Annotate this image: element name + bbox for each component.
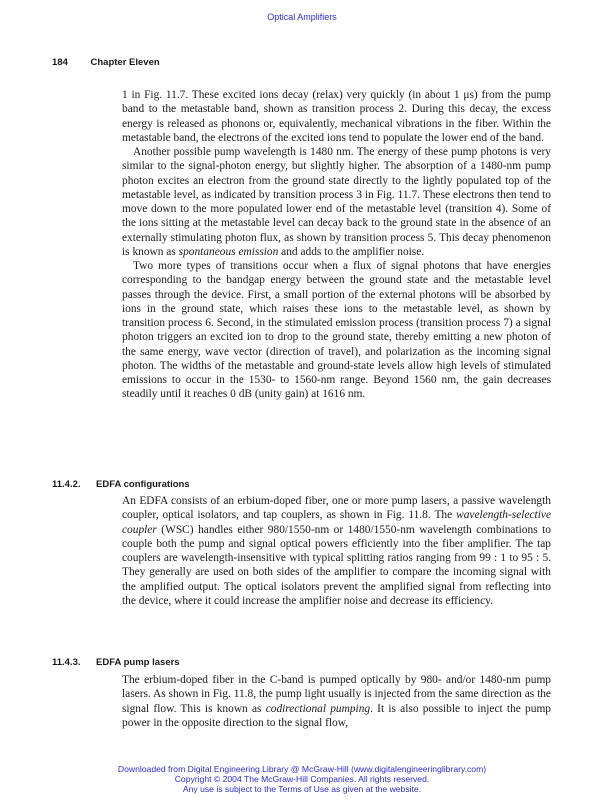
- section-title: EDFA pump lasers: [96, 657, 180, 668]
- section-title: EDFA configurations: [96, 479, 190, 490]
- body-text-block-3: [122, 673, 551, 730]
- body-text-block-2: [122, 494, 551, 608]
- footer: [0, 764, 604, 794]
- site-title: Optical Amplifiers: [267, 12, 337, 22]
- section-heading-edfa-configurations: [52, 479, 190, 490]
- chapter-title: Chapter Eleven: [90, 57, 160, 68]
- paragraph-4: [122, 494, 551, 608]
- section-heading-edfa-pump-lasers: [52, 657, 180, 668]
- footer-copyright: Copyright © 2004 The McGraw-Hill Companies. All rights reserved.: [174, 774, 430, 784]
- paragraph-4-emphasis: wavelength-selective coupler: [122, 509, 551, 536]
- paragraph-5-text-b: . It is also possible to inject the pump power in the opposite direction to the signal flow,: [122, 702, 551, 729]
- footer-terms-link[interactable]: Any use is subject to the Terms of Use as given at the website.: [182, 784, 422, 794]
- section-number: 11.4.2.: [52, 479, 81, 490]
- paragraph-1: 1 in Fig. 11.7. These excited ions decay (relax) very quickly (in about 1 μs) from the pump band to the metastable band, shown as transition process 2. During this decay, the excess energy is released as phonons or, equivalently, mechanical vibrations in the fiber. Within the metastable band, the electrons of the excited ions tend to populate the lower end of the band.: [122, 89, 551, 144]
- paragraph-2-text-a: Another possible pump wavelength is 1480 nm. The energy of these pump photons is very similar to the signal-photon energy, but slightly higher. The absorption of a 1480-nm pump photon excites an electron from the ground state directly to the lightly populated top of the metastable level, as indicated by transition process 3 in Fig. 11.7. These electrons then tend to move down to the more populated lower end of the metastable level (transition 4). Some of the ions sitting at the metastable level can decay back to the ground state in the absence of an externally stimulating photon flux, as shown by transition process 5. This decay phenomenon is known as: [122, 146, 551, 258]
- paragraph-2: [122, 145, 551, 259]
- section-number: 11.4.3.: [52, 657, 81, 668]
- paragraph-2-text-b: and adds to the amplifier noise.: [278, 245, 425, 258]
- paragraph-2-emphasis: spontaneous emission: [178, 245, 279, 258]
- paragraph-4-text-a: An EDFA consists of an erbium-doped fiber, one or more pump lasers, a passive wavelength coupler, optical isolators, and tap couplers, as shown in Fig. 11.8. The: [122, 495, 551, 522]
- paragraph-4-text-b: (WSC) handles either 980/1550-nm or 1480/1550-nm wavelength combinations to couple both the pump and signal optical powers efficiently into the fiber amplifier. The tap couplers are wavelength-insensitive with typical splitting ratios ranging from 99 : 1 to 95 : 5. They generally are used on both sides of the amplifier to compare the incoming signal with the amplified output. The optical isolators prevent the amplified signal from reflecting into the device, where it could increase the amplifier noise and decrease its efficiency.: [122, 523, 551, 607]
- page-number: 184: [52, 57, 68, 68]
- body-text-block-1: [122, 88, 551, 402]
- paragraph-3: Two more types of transitions occur when a flux of signal photons that have energies corresponding to the bandgap energy between the ground state and the metastable level passes through the device. First, a small portion of the external photons will be absorbed by ions in the ground state, which raises these ions to the metastable level, as shown by transition process 6. Second, in the stimulated emission process (transition process 7) a signal photon triggers an excited ion to drop to the ground state, thereby emitting a new photon of the same energy, wave vector (direction of travel), and polarization as the incoming signal photon. The widths of the metastable and ground-state levels allow high levels of stimulated emissions to occur in the 1530- to 1560-nm range. Beyond 1560 nm, the gain decreases steadily until it reaches 0 dB (unity gain) at 1616 nm.: [122, 260, 551, 401]
- paragraph-5: [122, 673, 551, 730]
- running-head: [52, 57, 160, 68]
- footer-download-link[interactable]: Downloaded from Digital Engineering Library @ McGraw-Hill (www.digitalengineeringlibrary.com): [117, 764, 487, 774]
- paragraph-5-text-a: The erbium-doped fiber in the C-band is pumped optically by 980- and/or 1480-nm pump lasers. As shown in Fig. 11.8, the pump light usually is injected from the same direction as the signal flow. This is known as: [122, 674, 551, 715]
- paragraph-5-emphasis: codirectional pumping: [265, 702, 371, 715]
